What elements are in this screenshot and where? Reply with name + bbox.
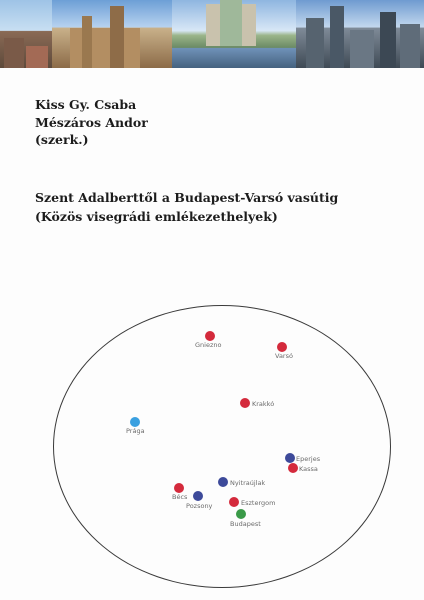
city-dot-budapest — [236, 509, 246, 519]
city-label-eperjes: Eperjes — [296, 455, 321, 463]
city-dot-gniezno — [205, 331, 215, 341]
spire-shape — [110, 6, 124, 68]
building-shape — [26, 46, 48, 68]
city-dot-eperjes — [285, 453, 295, 463]
photo-banner — [0, 0, 424, 68]
title-line-2: (Közös visegrádi emlékezethelyek) — [35, 209, 278, 224]
city-label-esztergom: Esztergom — [241, 499, 276, 507]
editor-name-2: Mészáros Andor — [35, 114, 148, 130]
city-photo-2 — [52, 0, 172, 68]
editor-name-1: Kiss Gy. Csaba — [35, 97, 137, 112]
city-photo-3 — [172, 0, 296, 68]
city-dot-krakko — [240, 398, 250, 408]
city-label-varso: Varsó — [275, 352, 293, 360]
tower-shape — [306, 18, 324, 68]
city-dot-varso — [277, 342, 287, 352]
tower-shape — [330, 6, 344, 68]
city-label-budapest: Budapest — [230, 520, 261, 528]
tower-shape — [350, 30, 374, 68]
city-label-nyitraujlak: Nyitraújlak — [230, 479, 266, 487]
tower-shape — [400, 24, 420, 68]
map-circle — [53, 305, 391, 588]
dome-shape — [220, 0, 242, 46]
city-dot-praga — [130, 417, 140, 427]
building-shape — [4, 38, 24, 68]
city-dot-becs — [174, 483, 184, 493]
city-dot-nyitraujlak — [218, 477, 228, 487]
book-title — [35, 188, 338, 226]
tower-shape — [380, 12, 396, 68]
author-block — [35, 96, 148, 149]
title-line-1: Szent Adalberttől a Budapest-Varsó vasútig — [35, 190, 339, 205]
city-label-krakko: Krakkó — [252, 400, 275, 408]
city-label-pozsony: Pozsony — [186, 502, 213, 510]
city-label-gniezno: Gniezno — [195, 341, 222, 349]
city-label-praga: Prága — [126, 427, 145, 435]
spire-shape — [82, 16, 92, 68]
city-label-becs: Bécs — [172, 493, 188, 501]
city-label-kassa: Kassa — [299, 465, 318, 473]
city-dot-esztergom — [229, 497, 239, 507]
cathedral-shape — [70, 28, 140, 68]
city-dot-kassa — [288, 463, 298, 473]
city-photo-4 — [296, 0, 424, 68]
editor-role: (szerk.) — [35, 132, 89, 147]
city-photo-1 — [0, 0, 52, 68]
city-dot-pozsony — [193, 491, 203, 501]
